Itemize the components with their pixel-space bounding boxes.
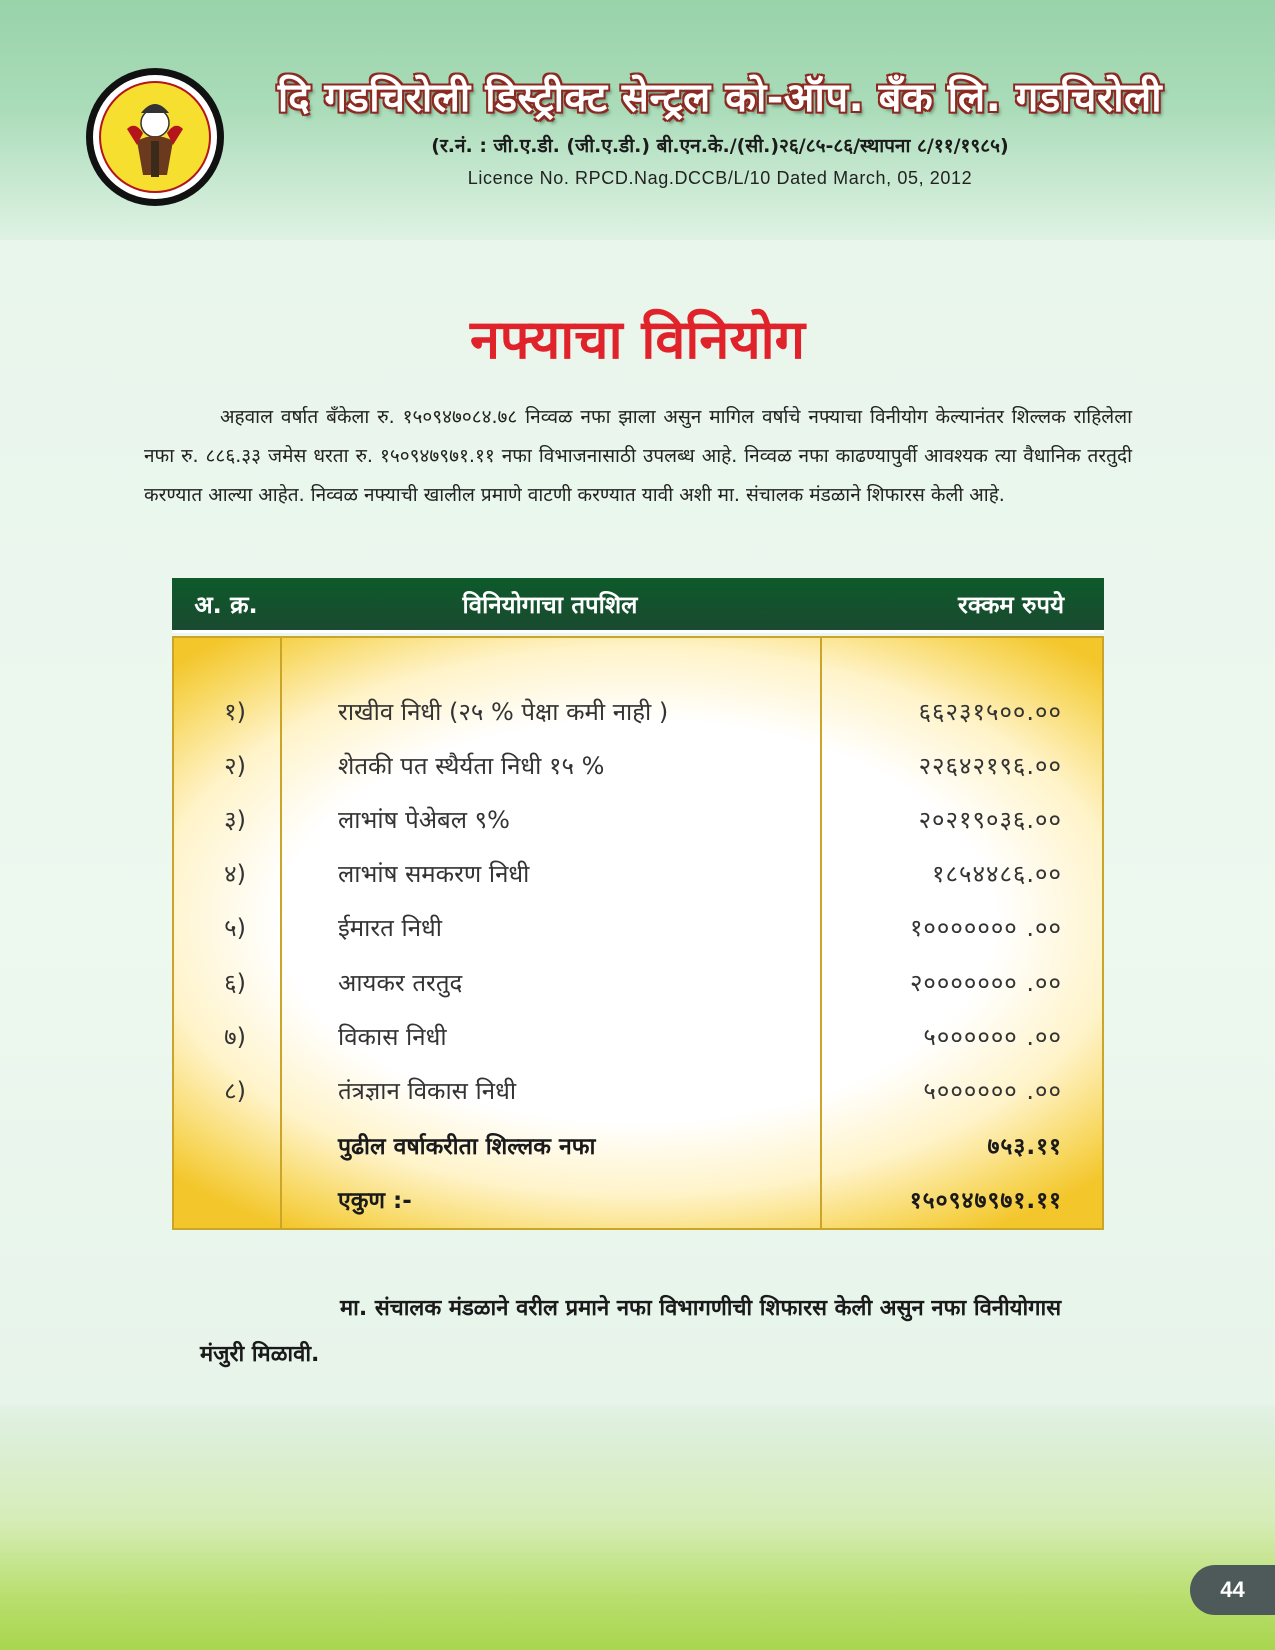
table-row (174, 901, 1102, 955)
row-detail: ईमारत निधी (338, 914, 442, 943)
header-detail: विनियोगाचा तपशिल (462, 590, 638, 619)
total-row (174, 1172, 1102, 1226)
row-detail: शेतकी पत स्थैर्यता निधी १५ % (338, 751, 605, 780)
balance-label: पुढील वर्षाकरीता शिल्लक नफा (338, 1133, 596, 1160)
row-detail: तंत्रज्ञान विकास निधी (338, 1076, 517, 1105)
page-title: नफ्याचा विनियोग (469, 308, 806, 371)
row-detail: आयकर तरतुद (338, 968, 463, 997)
row-sr: ५) (224, 914, 246, 943)
row-sr: ४) (224, 860, 246, 889)
balance-row (174, 1118, 1102, 1172)
emblem-icon (101, 83, 209, 191)
row-sr: १) (224, 697, 246, 726)
licence-line: Licence No. RPCD.Nag.DCCB/L/10 Dated March, 05, 2012 (467, 168, 973, 188)
row-amount: १८५४४८६.०० (932, 860, 1062, 889)
table-row (174, 1009, 1102, 1063)
bank-name: दि गडचिरोली डिस्ट्रीक्ट सेन्ट्रल को-ऑप. बँक लि. गडचिरोली (277, 75, 1163, 121)
total-label: एकुण :- (338, 1187, 412, 1214)
appropriation-table (172, 578, 1104, 1230)
row-amount: ५०००००० .०० (923, 1076, 1062, 1105)
closing-paragraph (200, 1286, 1100, 1378)
row-amount: ६६२३१५००.०० (918, 697, 1062, 726)
row-amount: २२६४२१९६.०० (918, 751, 1062, 780)
table-row (174, 738, 1102, 792)
table-body (172, 636, 1104, 1230)
row-sr: ८) (224, 1076, 246, 1105)
row-sr: ६) (224, 968, 246, 997)
row-amount: ५०००००० .०० (923, 1022, 1062, 1051)
row-amount: १००००००० .०० (909, 914, 1062, 943)
row-detail: राखीव निधी (२५ % पेक्षा कमी नाही ) (338, 697, 669, 726)
balance-amount: ७५३.११ (987, 1133, 1062, 1160)
registration-line: (र.नं. : जी.ए.डी. (जी.ए.डी.) बी.एन.के./(सी.)२६/८५-८६/स्थापना ८/११/१९८५) (431, 135, 1009, 157)
intro-text: अहवाल वर्षात बँकेला रु. १५०९४७०८४.७८ निव्वळ नफा झाला असुन मागिल वर्षाचे नफ्याचा विनीयोग केल्यानंतर शिल्लक राहिलेला नफा रु. ८८६.३३ जमेस धरता रु. १५०९४७९७१.११ नफा विभाजनासाठी उपलब्ध आहे. निव्वळ नफा काढण्यापुर्वी आवश्यक त्या वैधानिक तरतुदी करण्यात आल्या आहेत. निव्वळ नफ्याची खालील प्रमाणे वाटणी करण्यात यावी अशी मा. संचालक मंडळाने शिफारस केली आहे. (144, 406, 1132, 506)
row-detail: लाभांष समकरण निधी (338, 860, 530, 889)
row-detail: लाभांष पेअेबल ९% (338, 805, 510, 834)
bank-logo (86, 68, 224, 206)
row-sr: ३) (224, 805, 246, 834)
header-sr: अ. क्र. (194, 590, 258, 619)
intro-paragraph (144, 398, 1132, 515)
table-row (174, 955, 1102, 1009)
table-row (174, 1063, 1102, 1117)
table-row (174, 847, 1102, 901)
page-number: 44 (1190, 1565, 1275, 1615)
table-row (174, 684, 1102, 738)
total-amount: १५०९४७९७१.११ (909, 1187, 1062, 1214)
row-amount: २००००००० .०० (909, 968, 1062, 997)
row-sr: २) (224, 751, 246, 780)
row-detail: विकास निधी (338, 1022, 447, 1051)
row-sr: ७) (224, 1022, 246, 1051)
bank-logo-emblem (99, 81, 211, 193)
bank-logo-ring (93, 75, 217, 199)
header-amount: रक्कम रुपये (958, 590, 1064, 619)
table-rows (174, 684, 1102, 1226)
table-row (174, 792, 1102, 846)
table-header (172, 578, 1104, 633)
row-amount: २०२१९०३६.०० (918, 805, 1062, 834)
closing-text: मा. संचालक मंडळाने वरील प्रमाने नफा विभागणीची शिफारस केली असुन नफा विनीयोगास मंजुरी मिळावी. (200, 1296, 1062, 1367)
